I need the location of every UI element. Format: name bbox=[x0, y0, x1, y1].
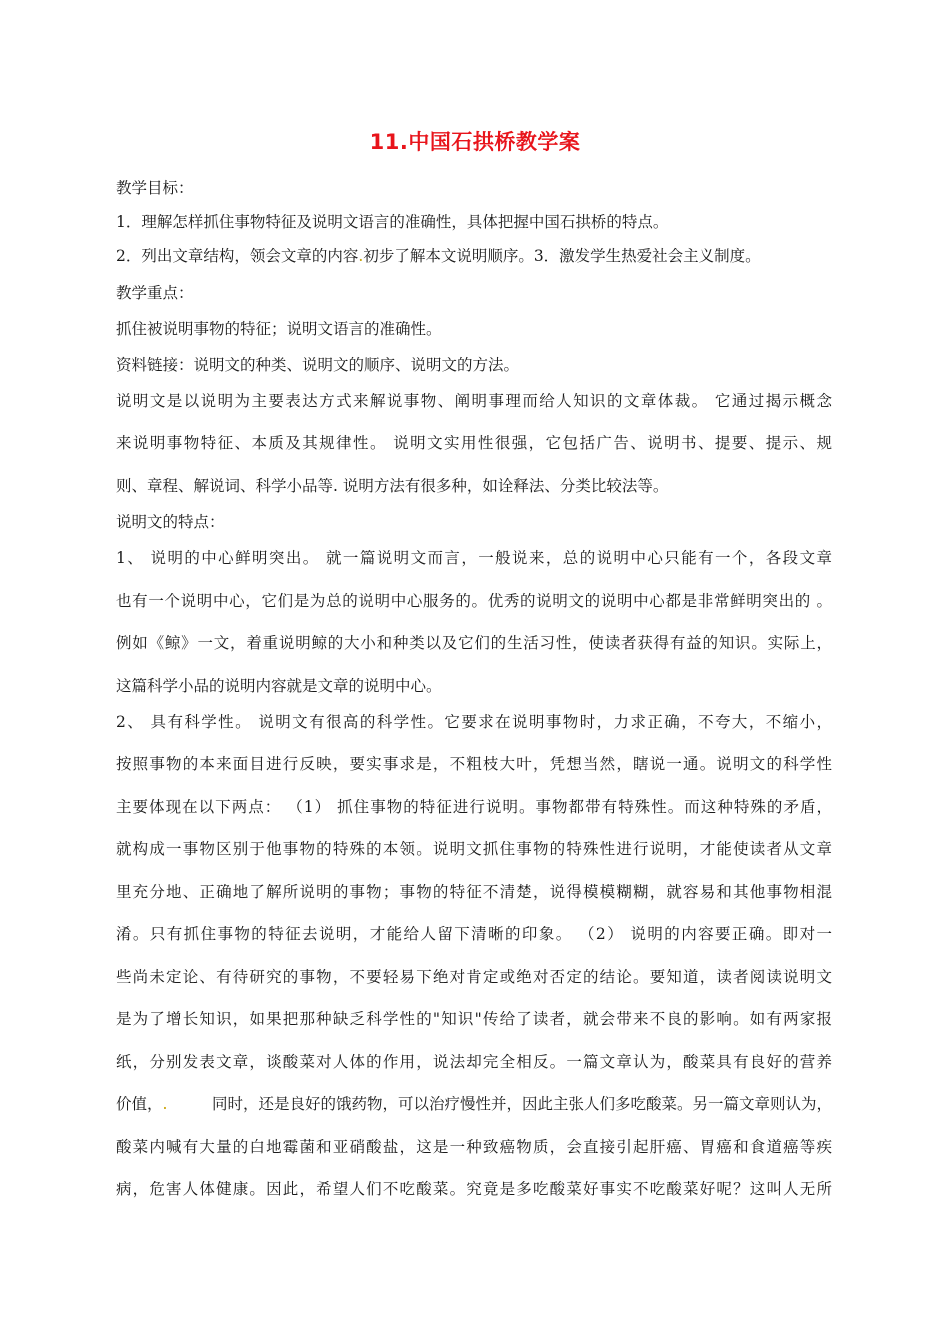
paragraph-line: 些尚未定论、有待研究的事物，不要轻易下绝对肯定或绝对否定的结论。要知道，读者阅读说明文 bbox=[116, 968, 832, 986]
line-segment: 2．列出文章结构，领会文章的内容 bbox=[116, 247, 359, 265]
section-heading-features: 说明文的特点： bbox=[116, 513, 225, 531]
paragraph-line: 酸菜内喊有大量的白地霉菌和亚硝酸盐，这是一种致癌物质，会直接引起肝癌、胃癌和食道癌等疾 bbox=[116, 1138, 832, 1156]
paragraph-line bbox=[116, 1094, 832, 1114]
paragraph-line: 来说明事物特征、本质及其规律性。 说明文实用性很强，它包括广告、说明书、提要、提示、规 bbox=[116, 434, 832, 452]
document-title: 11.中国石拱桥教学案 bbox=[369, 130, 581, 154]
line-segment: 同时，还是良好的饿药物，可以治疗慢性并，因此主张人们多吃酸菜。另一篇文章则认为， bbox=[211, 1095, 832, 1113]
paragraph-line: 按照事物的本来面目进行反映，要实事求是，不粗枝大叶，凭想当然，瞎说一通。说明文的科学性 bbox=[116, 755, 832, 773]
paragraph-line: 1．理解怎样抓住事物特征及说明文语言的准确性，具体把握中国石拱桥的特点。 bbox=[116, 213, 669, 231]
paragraph-line: 纸，分别发表文章，谈酸菜对人体的作用，说法却完全相反。一篇文章认为，酸菜具有良好的营养 bbox=[116, 1053, 832, 1071]
stray-mark: . bbox=[162, 1095, 168, 1113]
paragraph-line: 淆。只有抓住事物的特征去说明，才能给人留下清晰的印象。 （2） 说明的内容要正确。即对一 bbox=[116, 925, 832, 943]
paragraph-line: 这篇科学小品的说明内容就是文章的说明中心。 bbox=[116, 677, 442, 695]
line-segment bbox=[116, 1094, 167, 1114]
paragraph-line: 是为了增长知识，如果把那种缺乏科学性的"知识"传给了读者，就会带来不良的影响。如有两家报 bbox=[116, 1010, 832, 1028]
line-segment: 初步了解本文说明顺序。3．激发学生热爱社会主义制度。 bbox=[363, 247, 761, 265]
paragraph-line bbox=[116, 246, 761, 266]
paragraph-line: 则、章程、解说词、科学小品等. 说明方法有很多种，如诠释法、分类比较法等。 bbox=[116, 477, 669, 495]
paragraph-line: 就构成一事物区别于他事物的特殊的本领。说明文抓住事物的特殊性进行说明，才能使读者从文章 bbox=[116, 840, 832, 858]
stray-mark: . bbox=[358, 247, 364, 265]
paragraph-line: 例如《鲸》一文，着重说明鲸的大小和种类以及它们的生活习性，使读者获得有益的知识。实际上， bbox=[116, 634, 832, 652]
paragraph-line: 1、 说明的中心鲜明突出。 就一篇说明文而言，一般说来，总的说明中心只能有一个，各段文章 bbox=[116, 549, 832, 567]
paragraph-line: 2、 具有科学性。 说明文有很高的科学性。它要求在说明事物时，力求正确，不夸大，不缩小， bbox=[116, 713, 832, 731]
paragraph-line: 病，危害人体健康。因此，希望人们不吃酸菜。究竟是多吃酸菜好事实不吃酸菜好呢？这叫人无所 bbox=[116, 1180, 832, 1198]
section-heading-objectives: 教学目标： bbox=[116, 179, 194, 197]
paragraph-line: 里充分地、正确地了解所说明的事物；事物的特征不清楚，说得模模糊糊，就容易和其他事物相混 bbox=[116, 883, 832, 901]
paragraph-line: 也有一个说明中心，它们是为总的说明中心服务的。优秀的说明文的说明中心都是非常鲜明突出的 。 bbox=[116, 592, 832, 610]
line-text: 价值， bbox=[116, 1095, 163, 1113]
paragraph-line: 抓住被说明事物的特征；说明文语言的准确性。 bbox=[116, 320, 442, 338]
section-heading-focus: 教学重点： bbox=[116, 284, 194, 302]
paragraph-line: 主要体现在以下两点： （1） 抓住事物的特征进行说明。事物都带有特殊性。而这种特殊的矛盾， bbox=[116, 798, 832, 816]
paragraph-line: 说明文是以说明为主要表达方式来解说事物、阐明事理而给人知识的文章体裁。 它通过揭示概念 bbox=[116, 392, 832, 410]
paragraph-line: 资料链接：说明文的种类、说明文的顺序、说明文的方法。 bbox=[116, 356, 520, 374]
